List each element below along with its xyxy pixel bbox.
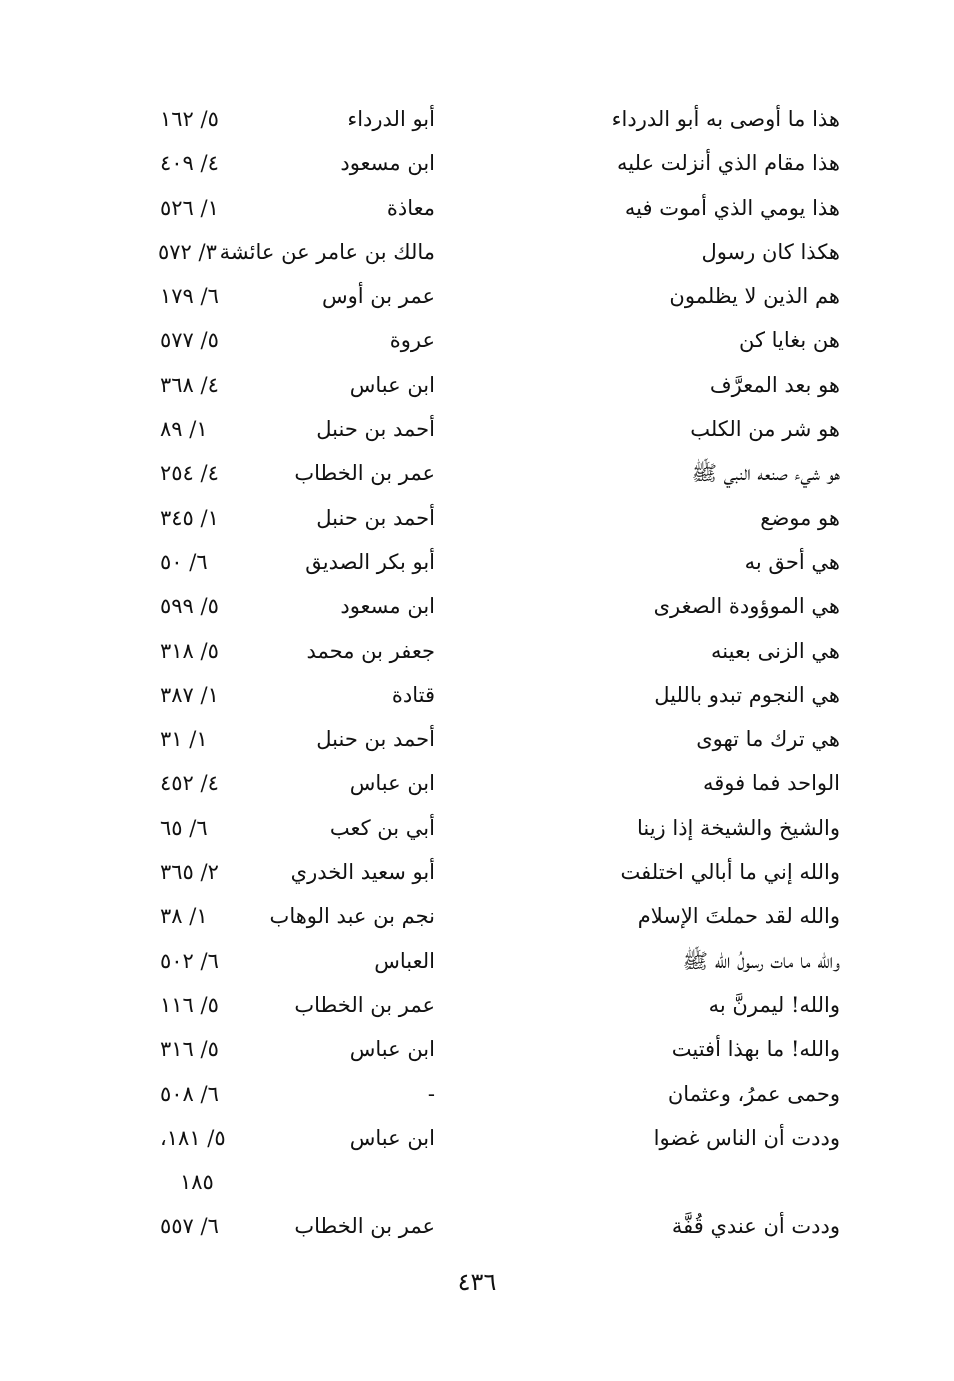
hadith-phrase: الواحد فما فوقه [702,771,840,796]
volume-page-ref: ٤/ ٤٥٢ [160,771,219,796]
narrator-name: ابن عباس [349,1037,435,1062]
narrator-name: عمر بن الخطاب [294,1214,435,1239]
hadith-phrase: هذا مقام الذي أنزلت عليه [617,151,840,176]
volume-page-ref: ١/ ٥٢٦ [160,195,219,220]
narrator-name: أبو الدرداء [347,107,435,131]
hadith-index-table [150,97,840,1249]
volume-page-ref: ١/ ٣١ [160,727,208,752]
narrator-name: نجم بن عبد الوهاب [269,904,435,929]
index-row [150,850,840,894]
index-row [150,939,840,983]
index-row [150,318,840,362]
volume-page-ref: ١/ ٣٨٧ [160,682,219,707]
narrator-name: أبي بن كعب [329,815,435,840]
narrator-name: أحمد بن حنبل [316,417,435,442]
index-row [150,584,840,628]
index-row [150,186,840,230]
volume-page-ref: ٦/ ٥٠٨ [160,1081,219,1106]
hadith-phrase: هي أحق به [744,549,840,574]
hadith-phrase: هذا ما أوصى به أبو الدرداء [611,107,840,131]
index-row [150,983,840,1027]
narrator-name: أبو بكر الصديق [305,549,435,574]
index-row [150,230,840,274]
hadith-phrase: هكذا كان رسول [701,239,840,264]
hadith-phrase: هم الذين لا يظلمون [669,284,840,309]
volume-page-ref: ٥/ ١٦٢ [160,107,219,131]
hadith-phrase: هو بعد المعرَّف [709,372,840,397]
index-row [150,274,840,318]
narrator-name: ابن عباس [349,1125,435,1150]
index-row [150,363,840,407]
index-row [150,407,840,451]
hadith-phrase: هي الزنى بعينه [710,638,840,663]
index-row-continuation [150,1160,840,1204]
volume-page-ref: ٢/ ٣٦٥ [160,860,219,885]
index-row [150,496,840,540]
narrator-name: - [427,1081,435,1106]
volume-page-ref: ٦/ ٥٠ [160,549,208,574]
volume-page-ref: ١/ ٣٤٥ [160,505,219,530]
hadith-phrase: هذا يومي الذي أموت فيه [624,195,840,220]
volume-page-ref: ٥/ ٥٧٧ [160,328,219,353]
volume-page-ref: ٦/ ٥٥٧ [160,1214,219,1239]
volume-page-ref: ٤/ ٢٥٤ [160,461,219,486]
hadith-phrase: والشيخ والشيخة إذا زينا [636,815,840,840]
narrator-name: عمر بن أوس [321,284,435,309]
narrator-name: معاذة [386,195,435,220]
narrator-name: عمر بن الخطاب [294,992,435,1017]
volume-page-ref: ٥/ ١٨١، [160,1125,226,1150]
index-row [150,1027,840,1071]
narrator-name: أحمد بن حنبل [316,505,435,530]
hadith-phrase: والله لقد حملتَ الإسلام [637,904,840,929]
hadith-phrase: هي ترك ما تهوى [696,727,840,752]
hadith-phrase: وددت أن الناس غضوا [653,1125,840,1150]
index-row [150,1116,840,1160]
index-row [150,761,840,805]
narrator-name: مالك بن عامر عن عائشة [219,239,435,264]
narrator-name: عمر بن الخطاب [294,461,435,486]
volume-page-ref: ٤/ ٣٦٨ [160,372,219,397]
index-row [150,540,840,584]
index-row [150,97,840,141]
index-row [150,806,840,850]
volume-page-ref: ١/ ٨٩ [160,417,208,442]
volume-page-ref: ٣/ ٥٧٢ [158,239,217,264]
hadith-phrase: هو موضع [760,505,840,530]
volume-page-ref: ١٨٥ [180,1170,214,1195]
narrator-name: ابن مسعود [340,151,435,176]
volume-page-ref: ٦/ ٥٠٢ [160,948,219,973]
narrator-name: ابن عباس [349,771,435,796]
narrator-name: العباس [374,948,435,973]
narrator-name: ابن عباس [349,372,435,397]
volume-page-ref: ٥/ ٣١٦ [160,1037,219,1062]
index-row [150,1204,840,1248]
hadith-phrase: هن بغايا كن [738,328,840,353]
hadith-phrase: والله! ليمرنَّ به [708,992,840,1017]
volume-page-ref: ٤/ ٤٠٩ [160,151,219,176]
index-row [150,894,840,938]
hadith-phrase: والله! ما بهذا أفتيت [671,1037,840,1062]
hadith-phrase: هو شر من الكلب [690,417,840,442]
index-row [150,629,840,673]
narrator-name: أحمد بن حنبل [316,727,435,752]
volume-page-ref: ٥/ ١١٦ [160,992,219,1017]
index-row [150,1072,840,1116]
narrator-name: عروة [389,328,435,353]
hadith-phrase: وددت أن عندي قُفَّة [671,1214,840,1239]
page-number: ٤٣٦ [457,1268,497,1296]
volume-page-ref: ٥/ ٥٩٩ [160,594,219,619]
index-row [150,673,840,717]
volume-page-ref: ٦/ ١٧٩ [160,284,219,309]
volume-page-ref: ٥/ ٣١٨ [160,638,219,663]
volume-page-ref: ١/ ٣٨ [160,904,208,929]
hadith-phrase: هي الموؤودة الصغرى [653,594,840,619]
narrator-name: قتادة [391,682,435,707]
hadith-phrase: والله ما مات رسولُ الله ﷺ [682,948,840,973]
hadith-phrase: هو شيء صنعه النبي ﷺ [691,461,840,486]
hadith-phrase: وحمى عمرُ، وعثمان [667,1081,840,1106]
index-row [150,141,840,185]
narrator-name: أبو سعيد الخدري [290,860,435,885]
volume-page-ref: ٦/ ٦٥ [160,815,208,840]
hadith-phrase: والله إني ما أبالي اختلفت [620,860,840,885]
index-row [150,717,840,761]
index-row [150,451,840,495]
narrator-name: جعفر بن محمد [306,638,435,663]
narrator-name: ابن مسعود [340,594,435,619]
hadith-phrase: هي النجوم تبدو بالليل [654,682,840,707]
